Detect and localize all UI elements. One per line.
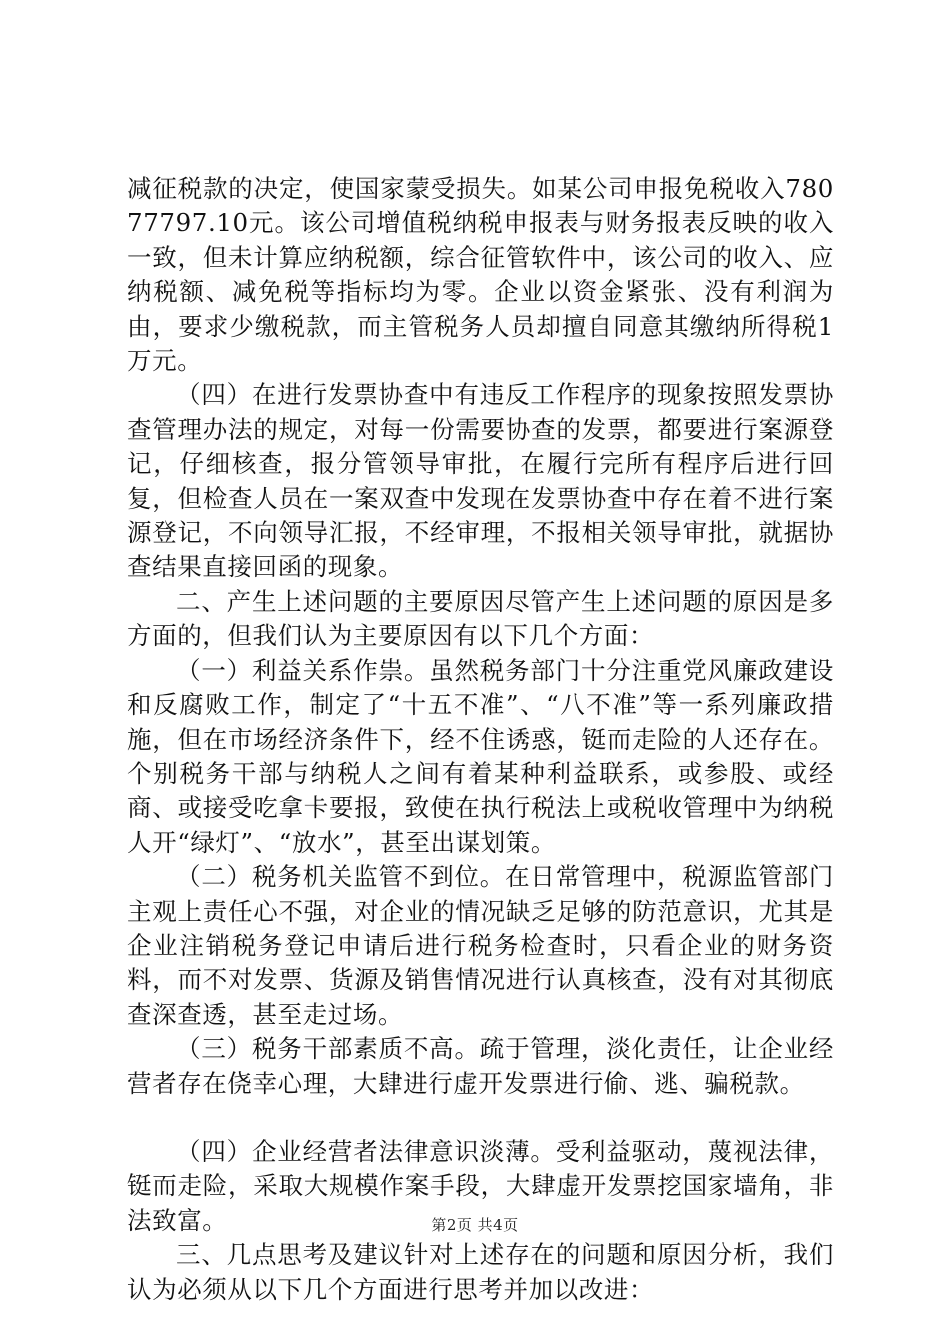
paragraph-cause-1: （一）利益关系作祟。虽然税务部门十分注重党风廉政建设和反腐败工作，制定了“十五不准”、“八不准”等一系列廉政措施，但在市场经济条件下，经不住诱惑，铤而走险的人还存在。个别税务干部与纳税人之间有着某种利益联系，或参股、或经商、或接受吃拿卡要报，致使在执行税法上或税收管理中为纳税人开“绿灯”、“放水”，甚至出谋划策。 [127,655,834,857]
paragraph-heading-main-causes: 二、产生上述问题的主要原因尽管产生上述问题的原因是多方面的，但我们认为主要原因有以下几个方面： [127,586,834,651]
paragraph-heading-suggestions: 三、几点思考及建议针对上述存在的问题和原因分析，我们认为必须从以下几个方面进行思考并加以改进： [127,1240,834,1304]
paragraph-section-4-invoice-check: （四）在进行发票协查中有违反工作程序的现象按照发票协查管理办法的规定，对每一份需要协查的发票，都要进行案源登记，仔细核查，报分管领导审批，在履行完所有程序后进行回复，但检查人员在一案双查中发现在发票协查中存在着不进行案源登记，不向领导汇报，不经审理，不报相关领导审批，就据协查结果直接回函的现象。 [127,380,834,582]
paragraph-cause-3: （三）税务干部素质不高。疏于管理，淡化责任，让企业经营者存在侥幸心理，大肆进行虚开发票进行偷、逃、骗税款。 [127,1034,834,1098]
page-number-footer: 第2页 共4页 [431,1216,519,1234]
document-body [127,172,834,1307]
paragraph-cause-4: （四）企业经营者法律意识淡薄。受利益驱动，蔑视法律，铤而走险，采取大规模作案手段，大肆虚开发票挖国家墙角，非法致富。 [127,1136,834,1235]
paragraph-continuation: 减征税款的决定，使国家蒙受损失。如某公司申报免税收入78077797.10元。该公司增值税纳税申报表与财务报表反映的收入一致，但未计算应纳税额，综合征管软件中，该公司的收入、应纳税额、减免税等指标均为零。企业以资金紧张、没有利润为由，要求少缴税款，而主管税务人员却擅自同意其缴纳所得税1万元。 [127,174,834,376]
paragraph-cause-2: （二）税务机关监管不到位。在日常管理中，税源监管部门主观上责任心不强，对企业的情况缺乏足够的防范意识，尤其是企业注销税务登记申请后进行税务检查时，只看企业的财务资料，而不对发票、货源及销售情况进行认真核查，没有对其彻底查深查透，甚至走过场。 [127,862,834,1029]
